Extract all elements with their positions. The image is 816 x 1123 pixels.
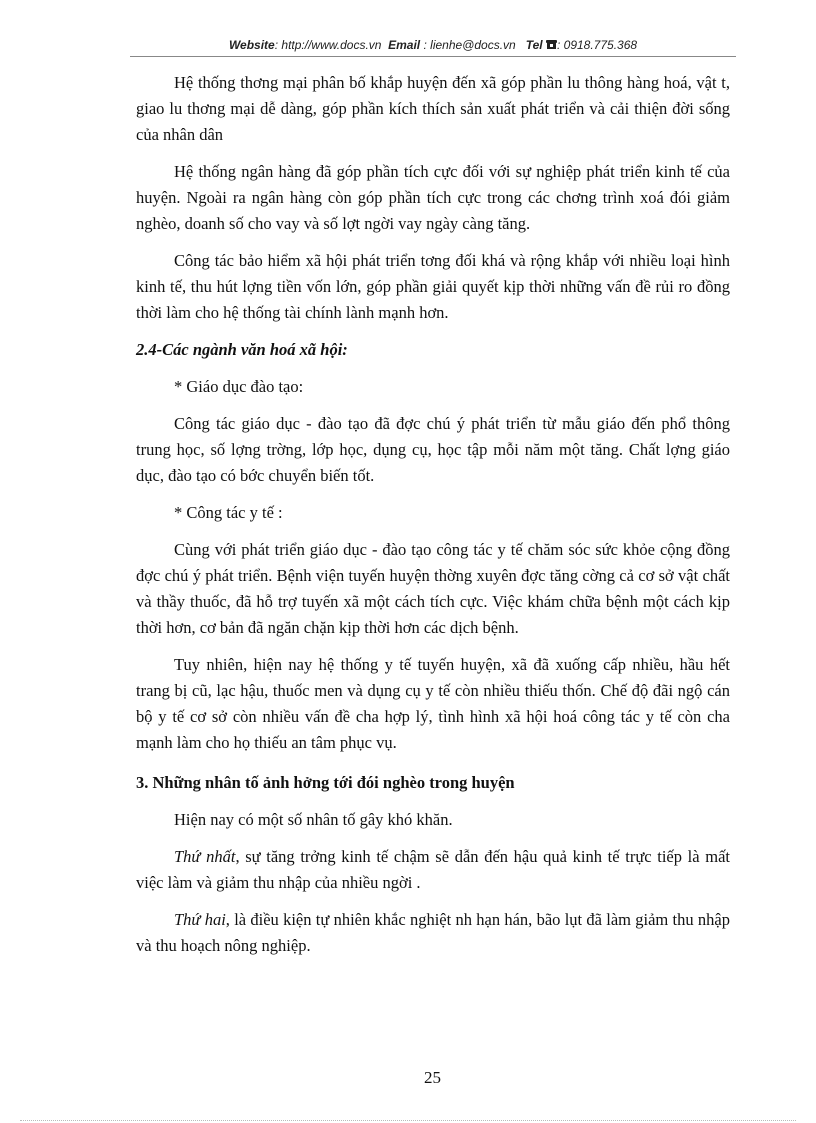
paragraph-factor-1	[136, 844, 730, 896]
tel-label: Tel	[525, 38, 543, 52]
paragraph-banking: Hệ thống ngân hàng đã góp phần tích cực đối với sự nghiệp phát triển kinh tế của huyện. Ngoài ra ngân hàng còn góp phần tích cực trong các chơng trình xoá đói giảm nghèo, doanh số cho vay và số lợt ngời vay ngày càng tăng.	[136, 162, 730, 233]
paragraph-commerce: Hệ thống thơng mại phân bố khắp huyện đến xã góp phần lu thông hàng hoá, vật t, giao lu thơng mại dễ dàng, góp phần kích thích sản xuất phát triển và cải thiện đời sống của nhân dân	[136, 73, 730, 144]
header-divider	[130, 56, 736, 57]
page-header	[130, 38, 736, 53]
website-label: Website	[228, 38, 275, 52]
factor-2-label: Thứ hai	[174, 910, 226, 929]
document-body	[136, 70, 730, 959]
paragraph-education: Công tác giáo dục - đào tạo đã đợc chú ý phát triển từ mẫu giáo đến phổ thông trung học, số lợng trờng, lớp học, dụng cụ, học tập mỗi năm một tăng. Chất lợng giáo dục, đào tạo có bớc chuyển biến tốt.	[136, 414, 730, 485]
factor-1-label: Thứ nhất	[174, 847, 236, 866]
email-value: : lienhe@docs.vn	[423, 38, 516, 52]
bottom-divider	[20, 1120, 796, 1121]
paragraph-health: Cùng với phát triển giáo dục - đào tạo công tác y tế chăm sóc sức khỏe cộng đồng đợc chú ý phát triển. Bệnh viện tuyến huyện thờng xuyên đợc tăng cờng cả cơ sở vật chất và thầy thuốc, đã hỗ trợ tuyến xã một cách tích cực. Việc khám chữa bệnh một cách kịp thời hơn, cơ bản đã ngăn chặn kịp thời hơn các dịch bệnh.	[136, 540, 730, 637]
factor-1-text: , sự tăng trởng kinh tế chậm sẽ dẫn đến hậu quả kinh tế trực tiếp là mất việc làm và giảm thu nhập của nhiều ngời .	[136, 847, 730, 892]
paragraph-insurance: Công tác bảo hiểm xã hội phát triển tơng đối khá và rộng khắp với nhiều loại hình kinh tế, thu hút lợng tiền vốn lớn, góp phần giải quyết kịp thời những vấn đề rủi ro đồng thời làm cho hệ thống tài chính lành mạnh hơn.	[136, 251, 730, 322]
paragraph-factor-2	[136, 907, 730, 959]
tel-value: : 0918.775.368	[556, 38, 638, 52]
phone-icon	[546, 39, 557, 53]
page-number: 25	[424, 1068, 441, 1087]
bullet-education: * Giáo dục đào tạo:	[174, 377, 304, 396]
bullet-health: * Công tác y tế :	[174, 503, 283, 522]
section-heading-2-4: 2.4-Các ngành văn hoá xã hội:	[136, 340, 348, 359]
email-label: Email	[388, 38, 421, 52]
section-heading-3: 3. Những nhân tố ảnh hởng tới đói nghèo trong huyện	[136, 773, 515, 792]
factor-2-text: , là điều kiện tự nhiên khắc nghiệt nh hạn hán, bão lụt đã làm giảm thu nhập và thu hoạch nông nghiệp.	[136, 910, 730, 955]
paragraph-intro-factors: Hiện nay có một số nhân tố gây khó khăn.	[174, 810, 453, 829]
website-value: : http://www.docs.vn	[274, 38, 382, 52]
paragraph-health-issues: Tuy nhiên, hiện nay hệ thống y tế tuyến huyện, xã đã xuống cấp nhiều, hầu hết trang bị cũ, lạc hậu, thuốc men và dụng cụ y tế còn nhiều thiếu thốn. Chế độ đãi ngộ cán bộ y tế cơ sở còn nhiều vấn đề cha hợp lý, tình hình xã hội hoá công tác y tế còn cha mạnh làm cho họ thiếu an tâm phục vụ.	[136, 655, 730, 752]
